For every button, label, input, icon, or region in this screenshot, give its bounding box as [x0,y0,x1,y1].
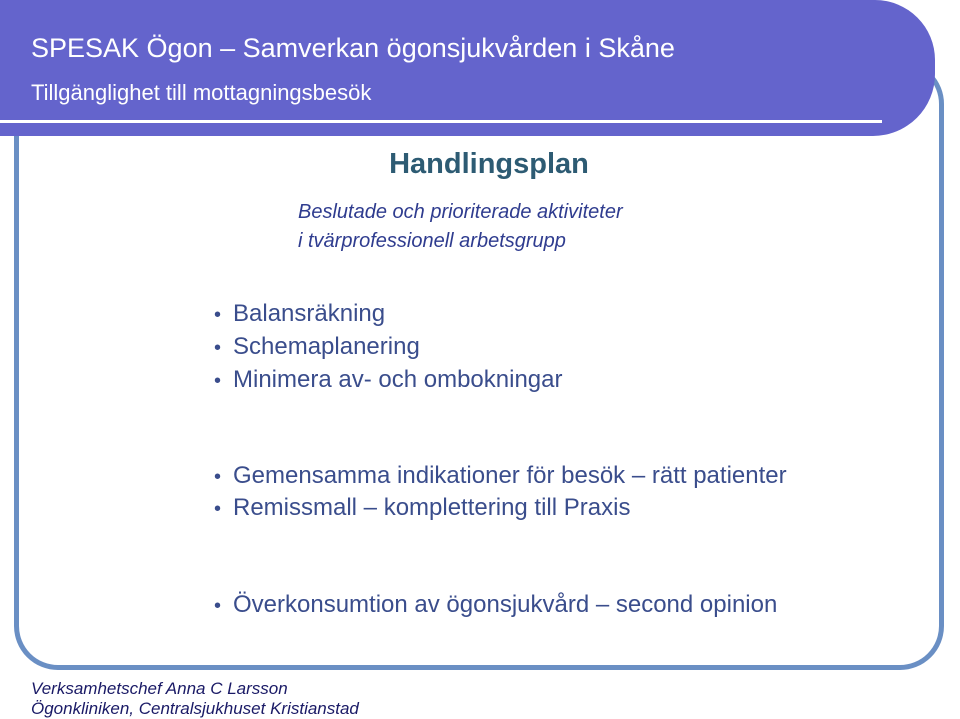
section-heading: Handlingsplan [389,148,589,180]
bullet-text: Minimera av- och ombokningar [233,366,563,393]
bullet-text: Gemensamma indikationer för besök – rätt patienter [233,462,787,489]
bullet-text: Remissmall – komplettering till Praxis [233,494,631,521]
banner-divider [0,120,882,123]
bullet-item [214,462,787,490]
bullet-icon: • [214,466,222,488]
title-banner [0,0,935,136]
bullet-icon: • [214,337,222,359]
slide-title: SPESAK Ögon – Samverkan ögonsjukvården i Skåne [31,33,675,63]
intro-line-2: i tvärprofessionell arbetsgrupp [298,230,566,252]
bullet-text: Balansräkning [233,300,386,327]
intro-line-1: Beslutade och prioriterade aktiviteter [298,201,623,223]
bullet-text: Schemaplanering [233,333,420,360]
bullet-icon: • [214,370,222,392]
bullet-item [214,366,562,394]
bullet-item [214,333,420,361]
bullet-icon: • [214,595,222,617]
bullet-item [214,300,385,328]
footer-author: Verksamhetschef Anna C Larsson [31,679,288,698]
bullet-item [214,494,630,522]
slide-subtitle: Tillgänglighet till mottagningsbesök [31,80,372,105]
bullet-text: Överkonsumtion av ögonsjukvård – second opinion [233,591,778,618]
bullet-item [214,591,777,619]
bullet-icon: • [214,498,222,520]
footer-organization: Ögonkliniken, Centralsjukhuset Kristianstad [31,699,359,718]
bullet-icon: • [214,304,222,326]
